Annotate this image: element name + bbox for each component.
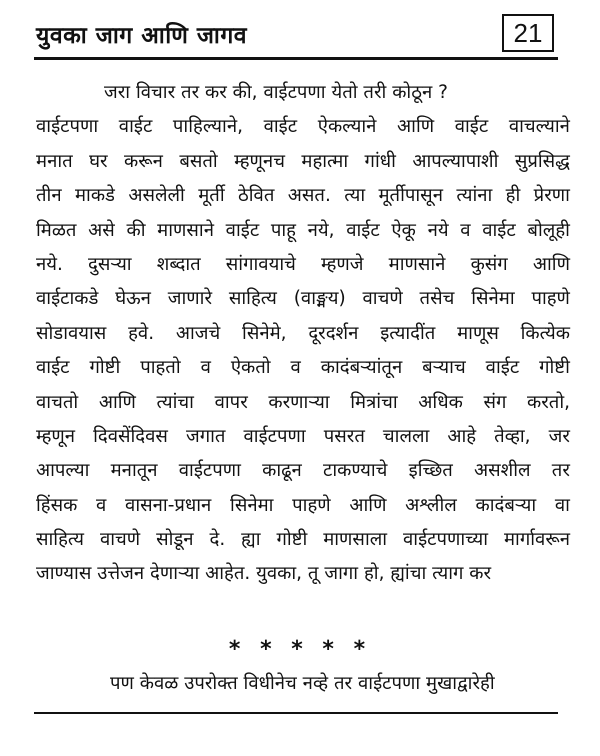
word: मूर्तीपासून <box>378 185 443 207</box>
word: जगात <box>185 425 226 447</box>
text-line <box>36 454 570 488</box>
word: करून <box>124 150 163 172</box>
word: वाईटपणा <box>36 116 99 138</box>
word: प्रेरणा <box>533 185 570 207</box>
word: बऱ्याच <box>422 357 466 379</box>
header-rule <box>34 57 558 60</box>
word: वाईट <box>482 219 516 241</box>
word: मनातून <box>110 460 158 482</box>
word: त्या <box>344 185 366 207</box>
word: दूरदर्शन <box>308 322 359 344</box>
word: अश्लील <box>405 494 457 516</box>
word: चालला <box>382 425 430 447</box>
text-line <box>36 214 570 248</box>
word: साहित्य <box>228 288 277 310</box>
word: वाईट <box>118 116 153 138</box>
word: ठेवित <box>238 185 275 207</box>
word: वासना-प्रधान <box>125 494 212 516</box>
word: ऐकू <box>391 219 416 241</box>
word: दे. <box>209 529 226 551</box>
word: काढून <box>262 460 302 482</box>
word: गांधी <box>364 150 396 172</box>
word: वा <box>554 494 570 516</box>
word: पाहू <box>270 219 296 241</box>
word: सिनेमा <box>471 288 515 310</box>
word: नये <box>427 219 449 241</box>
text-line <box>36 282 570 316</box>
word: आजचे <box>175 322 221 344</box>
word: पाहतो <box>140 357 181 379</box>
word: आपल्यापाशी <box>412 150 499 172</box>
word: ह्या <box>241 529 261 551</box>
word: सिनेमे, <box>242 322 287 344</box>
word: घेऊन <box>115 288 151 310</box>
word: वापर <box>214 391 248 413</box>
word: सोडावयास <box>36 322 107 344</box>
word: तीन <box>36 185 62 207</box>
word: वाईट <box>225 219 260 241</box>
word: असे <box>88 219 115 241</box>
word: आणि <box>349 494 387 516</box>
word: त्यांचा <box>156 391 194 413</box>
word: माणूस <box>457 322 499 344</box>
word: टाकण्याचे <box>323 460 388 482</box>
word: वाईटपणाच्या <box>403 529 489 551</box>
word: हिंसक <box>36 494 78 516</box>
word: अधिक <box>418 391 463 413</box>
word: मार्गावरून <box>503 529 570 551</box>
word: नये. <box>36 253 63 275</box>
page-number: 21 <box>502 14 554 52</box>
word: वाचणे <box>362 288 403 310</box>
word: सिनेमा <box>230 494 274 516</box>
word: आपल्या <box>36 460 90 482</box>
text-line <box>36 317 570 351</box>
word: बोलूही <box>527 219 570 241</box>
word: असशील <box>474 460 531 482</box>
word: साहित्य <box>36 529 85 551</box>
text-line <box>36 179 570 213</box>
word: करतो, <box>527 391 570 413</box>
text-line: जाण्यास उत्तेजन देणाऱ्या आहेत. युवका, तू जागा हो, ह्यांचा त्याग कर <box>36 563 492 585</box>
word: संग <box>483 391 507 413</box>
word: पाहणे <box>531 288 570 310</box>
word: वाईट <box>454 116 489 138</box>
word: नये, <box>307 219 335 241</box>
body-text <box>36 76 570 592</box>
word: सांगावयाचे <box>225 253 296 275</box>
word: पाहिल्याने, <box>172 116 243 138</box>
word: तसेच <box>419 288 455 310</box>
word: वाचल्याने <box>508 116 570 138</box>
word: आणि <box>532 253 570 275</box>
word: (वाङ्मय) <box>293 288 346 310</box>
word: पाहणे <box>292 494 331 516</box>
word: माणसाने <box>157 219 214 241</box>
word: मनात <box>36 150 73 172</box>
word: वाईट <box>485 357 520 379</box>
word: कादंबऱ्यांतून <box>320 357 403 379</box>
word: वाईट <box>36 357 70 379</box>
word: बसतो <box>179 150 218 172</box>
word: जाणारे <box>167 288 213 310</box>
word: सुप्रसिद्ध <box>514 150 570 172</box>
word: ऐकल्याने <box>317 116 377 138</box>
continuation-line: पण केवळ उपरोक्त विधीनेच नव्हे तर वाईटपणा मुखाद्वारेही <box>110 673 495 694</box>
word: इच्छित <box>408 460 453 482</box>
text-line <box>36 351 570 385</box>
word: तेव्हा, <box>494 425 531 447</box>
word: करणाऱ्या <box>268 391 330 413</box>
word: गोष्टी <box>276 529 308 551</box>
word: म्हणून <box>36 425 76 447</box>
word: वाचतो <box>36 391 79 413</box>
word: वाईटपणा <box>178 460 241 482</box>
running-title: युवका जाग आणि जागव <box>36 23 248 49</box>
word: गोष्टी <box>89 357 121 379</box>
word: गोष्टी <box>539 357 570 379</box>
word: ही <box>505 185 521 207</box>
text-line <box>36 420 570 454</box>
word: आहे <box>447 425 477 447</box>
text-line <box>36 386 570 420</box>
word: माकडे <box>74 185 115 207</box>
word: वाईटपणा <box>243 425 306 447</box>
page-header <box>0 0 600 70</box>
word: मित्रांचा <box>350 391 398 413</box>
word: ऐकतो <box>230 357 271 379</box>
word: वाचणे <box>99 529 141 551</box>
word: म्हणूनच <box>234 150 285 172</box>
word: महात्मा <box>301 150 349 172</box>
word: असलेली <box>128 185 185 207</box>
word: दिवसेंदिवस <box>93 425 168 447</box>
word: शब्दात <box>156 253 201 275</box>
word: सोडून <box>156 529 194 551</box>
word: कुसंग <box>470 253 508 275</box>
word: घर <box>89 150 108 172</box>
word: जर <box>548 425 570 447</box>
text-line: जरा विचार तर कर की, वाईटपणा येतो तरी कोठून ? <box>104 82 448 103</box>
word: वाईट <box>346 219 380 241</box>
word: व <box>200 357 211 379</box>
word: मिळत <box>36 219 77 241</box>
word: इत्यादींत <box>380 322 436 344</box>
text-line <box>36 145 570 179</box>
word: वाईट <box>263 116 298 138</box>
word: तर <box>551 460 570 482</box>
text-line <box>36 523 570 557</box>
word: असत. <box>287 185 331 207</box>
word: आणि <box>397 116 435 138</box>
text-line <box>36 248 570 282</box>
word: व <box>290 357 301 379</box>
footer-rule <box>34 712 558 714</box>
word: वाईटाकडे <box>36 288 99 310</box>
word: हवे. <box>128 322 155 344</box>
word: पसरत <box>323 425 365 447</box>
word: म्हणजे <box>321 253 364 275</box>
word: दुसऱ्या <box>88 253 132 275</box>
text-line <box>36 489 570 523</box>
section-separator: * * * * * <box>228 637 372 662</box>
word: कादंबऱ्या <box>475 494 537 516</box>
word: व <box>96 494 107 516</box>
word: की <box>126 219 146 241</box>
word: कित्येक <box>520 322 570 344</box>
word: त्यांना <box>456 185 493 207</box>
word: व <box>460 219 471 241</box>
word: आणि <box>98 391 136 413</box>
word: माणसाला <box>323 529 388 551</box>
word: मूर्ती <box>198 185 225 207</box>
text-line <box>36 110 570 144</box>
word: माणसाने <box>388 253 446 275</box>
